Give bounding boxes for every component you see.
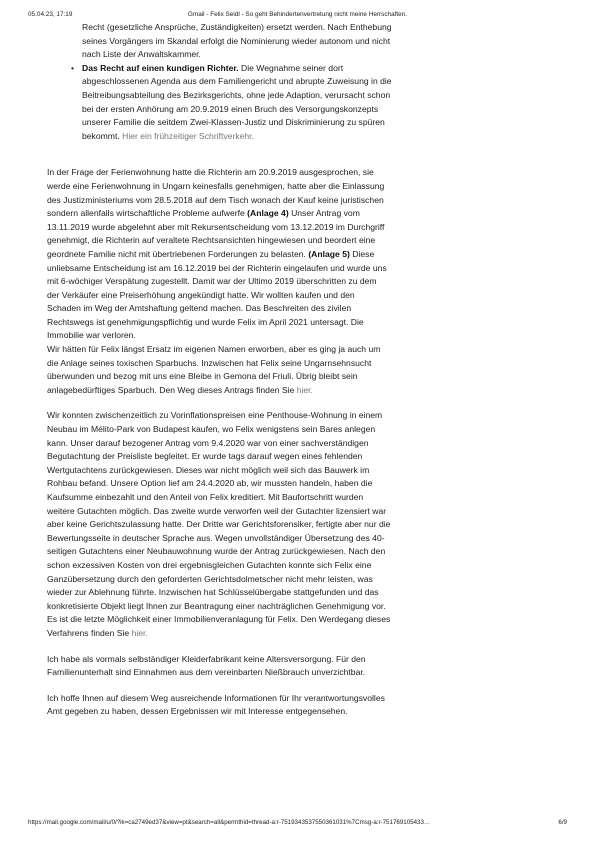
text-line: Begutachtung der Preisliste begleitet. Er wurde tags darauf wegen eines fehlenden [47,451,363,462]
paragraph-closing [47,692,552,719]
text-line: Kaufsumme einbezahlt und den Anteil von Felix kreditiert. Mit Baufortschritt wurden [47,492,364,502]
text-line: die Anlage seines toxischen Sparbuchs. Inzwischen hat Felix seine Ungarnsehnsucht [47,357,372,368]
text-line: werde eine Ferienwohnung in Ungarn keinesfalls genehmigen, hatte aber die Einlassung [47,180,385,191]
print-url: https://mail.google.com/mail/u/0/?ik=ca2749ed37&view=pt&search=all&permthid=thread-a:r-7519343537550361031%7Cmsg-a:r-751769105433… [28,819,431,826]
text-line: Ich habe als vormals selbständiger Kleiderfabrikant keine Altersversorgung. Für den [47,653,366,664]
text-line: Bewertungsseite in deutscher Sprache aus. Wegen unvollständiger Übersetzung des 40- [47,532,385,543]
text-line: Ganzübersetzung durch den geforderten Gerichtsdolmetscher nicht mehr leisten, was [47,573,373,584]
text-line: geordnete Familie nicht mit übertriebenen Forderungen zu belasten. (Anlage 5) Diese [47,248,375,259]
correspondence-link[interactable]: Hier ein frühzeitiger Schriftverkehr. [122,130,254,141]
text-line: Schaden im Weg der Amtshaftung geltend machen. Das Beschreiten des zivilen [47,303,352,314]
text-line: In der Frage der Ferienwohnung hatte die Richterin am 20.9.2019 ausgesprochen, sie [47,167,374,178]
text-line: Es ist die letzte Möglichkeit einer Immobilienveranlagung für Felix. Den Werdegang dieses [47,614,391,625]
text-line: abgeschlossenen Agenda aus dem Familiengericht und abrupte Zuweisung in die [82,76,392,87]
text-line: Neubau im Mélito-Park von Budapest kaufen, wo Felix wenigstens sein Bares anlegen [47,424,376,435]
intro-block [47,21,552,62]
text-line: Familienunterhalt sind Einnahmen aus dem vereinbarten Nießbrauch unverzichtbar. [47,667,366,678]
text-line: seitigen Gutachtens einer Neubauwohnung wurde der Antrag zurückgewiesen. Nach den [47,546,386,557]
page-number: 6/9 [558,819,567,826]
email-body [47,21,552,719]
text-line: Beitreibungsabteilung des Bezirksgerichts, ohne jede Adaption, verursacht schon [82,89,391,100]
text-line: weitere Gutachten möglich. Das zweite wurde verworfen weil der Gutachter lizensiert war [47,505,387,516]
text-line: Amt gegeben zu haben, dessen Ergebnissen wir mit Interesse entgegensehen. [47,706,348,717]
text-line: Immobilie war verloren. [47,330,136,341]
paragraph-pension [47,653,552,680]
text-line: der Verkäufer eine Preiserhöhung angekündigt hatte. Wir wollten kaufen und den [47,289,355,300]
text-line: konkretisierte Objekt liegt Ihnen zur Beantragung einer nachträglichen Genehmigung vor. [47,600,386,611]
text-line: aber keine Gerichtszulassung hatte. Der Dritte war Gerichtsforensiker, fertigte aber nur die [47,519,391,530]
procedure-link[interactable]: hier. [131,627,148,638]
text-line: unliebsame Entscheidung ist am 16.12.2019 bei der Richterin eingelaufen und wurde uns [47,262,387,273]
text-line: Verfahrens finden Sie hier. [47,627,148,638]
text-line: Ich hoffe Ihnen auf diesem Weg ausreichende Informationen für Ihr verantwortungsvolles [47,692,385,703]
text-line: mit 6-wöchiger Verspätung zugestellt. Damit war der Ultimo 2019 überschritten zu dem [47,276,377,287]
application-link[interactable]: hier. [296,384,313,395]
text-line: bei der ersten Anhörung am 20.9.2019 einen Bruch des Versorgungskonzepts [82,103,379,114]
text-line: unserer Familie die seitdem Zwei-Klassen-Justiz und Diskriminierung zu spüren [82,117,385,128]
text-line: schon exzessiven Kosten von drei ergebnisgleichen Gutachten konnte sich Felix eine [47,559,372,570]
text-line: Wir konnten zwischenzeitlich zu Vorinflationspreisen eine Penthouse-Wohnung in einem [47,410,383,421]
paragraph-holiday-apartment [47,166,552,397]
text-line: sondern allenfalls wirtschaftliche Probleme aufwerfe (Anlage 4) Unser Antrag vom [47,208,360,219]
text-line: genehmigt, die Richterin auf veraltete Rechtsansichten hingewiesen und beordert eine [47,235,376,246]
text-line: Recht (gesetzliche Ansprüche, Zuständigkeiten) ersetzt werden. Nach Enthebung [82,22,392,32]
annex-4-ref: (Anlage 4) [247,208,289,219]
paragraph-penthouse [47,409,552,640]
text-line: Wertgutachtens zurückgewiesen. Dieses war nicht möglich weil sich das Bauwerk im [47,464,370,475]
bullet-icon: • [71,62,75,73]
text-line: wieder zur Ablehnung führte. Inzwischen hat Schlüsselübergabe stattgefunden und das [47,587,379,598]
text-line: Rechtswegs ist genehmigungspflichtig und wurde Felix im April 2021 untersagt. Die [47,316,364,327]
text-line: Rohbau befand. Unsere Option lief am 24.4.2020 ab, wir mussten handeln, haben die [47,478,373,489]
text-line: nach Liste der Anwaltskammer. [82,49,201,60]
text-line: Das Recht auf einen kundigen Richter. Die Wegnahme seiner dort [82,62,344,73]
text-line: kann. Unser darauf bezogener Antrag vom 9.4.2020 war von einer sachverständigen [47,437,369,448]
text-line: bekommt. Hier ein frühzeitiger Schriftverkehr. [82,130,254,141]
text-line: seines Vorgängers im Skandal erfolgt die Nominierung wieder autonom und nicht [82,35,391,46]
annex-5-ref: (Anlage 5) [308,248,350,259]
print-date: 05.04.23, 17:19 [28,11,73,18]
text-line: 13.11.2019 wurde abgelehnt aber mit Rekursentscheidung vom 13.12.2019 im Durchgriff [47,221,385,232]
text-line: des Justizministeriums vom 28.5.2018 auf dem Tisch wonach der Kauf keine juristischen [47,194,384,205]
text-line: überwunden und bezog mit uns eine Bleibe in Gemona del Friuli. Übrig bleibt sein [47,371,358,382]
text-line: anlagebedürftiges Sparbuch. Den Weg dieses Antrags finden Sie hier. [47,384,313,395]
text-line: Wir hätten für Felix längst Ersatz im eigenen Namen erworben, aber es ging ja auch um [47,344,381,355]
print-title: Gmail - Felix Seidl - So geht Behindertenvertretung nicht meine Herrschaften. [187,11,408,18]
bullet-heading: Das Recht auf einen kundigen Richter. [82,62,239,73]
print-footer [28,819,567,831]
bullet-item-judge [47,62,552,144]
